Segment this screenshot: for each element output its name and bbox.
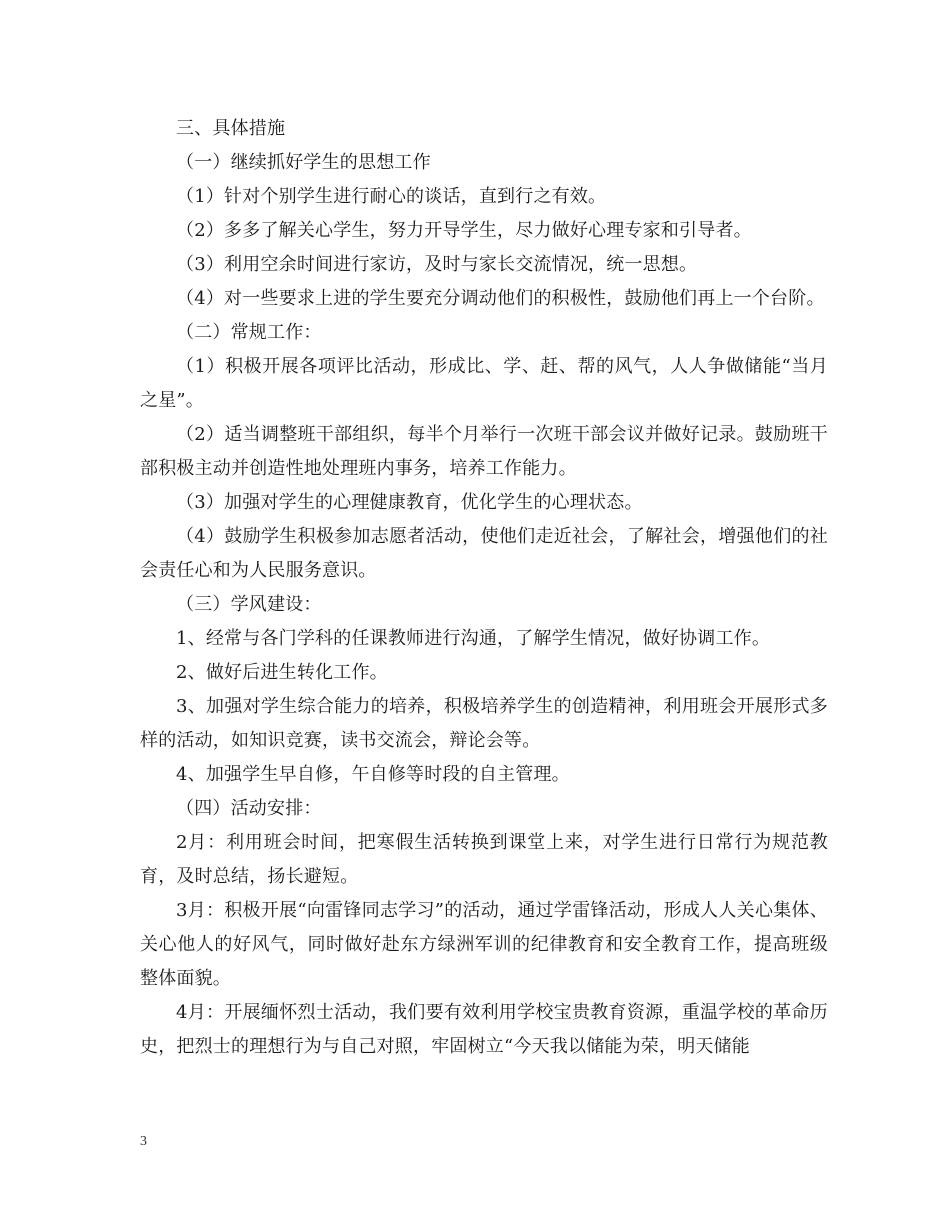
document-body	[140, 112, 828, 1064]
subsection-heading-activities: （四）活动安排：	[176, 798, 322, 819]
paragraph: 4月：开展缅怀烈士活动，我们要有效利用学校宝贵教育资源，重温学校的革命历史，把烈士的理想行为与自己对照，牢固树立“今天我以储能为荣，明天储能	[140, 1002, 828, 1057]
paragraph: （3）利用空余时间进行家访，及时与家长交流情况，统一思想。	[176, 254, 698, 275]
paragraph: （2）适当调整班干部组织，每半个月举行一次班干部会议并做好记录。鼓励班干部积极主动并创造性地处理班内事务，培养工作能力。	[140, 424, 828, 479]
page-number: 3	[140, 1134, 147, 1149]
paragraph: （1）针对个别学生进行耐心的谈话，直到行之有效。	[176, 186, 607, 207]
paragraph: （4）对一些要求上进的学生要充分调动他们的积极性，鼓励他们再上一个台阶。	[176, 288, 825, 309]
paragraph: （2）多多了解关心学生，努力开导学生，尽力做好心理专家和引导者。	[176, 220, 752, 241]
paragraph: 2月：利用班会时间，把寒假生活转换到课堂上来，对学生进行日常行为规范教育，及时总结，扬长避短。	[140, 832, 828, 887]
paragraph: （3）加强对学生的心理健康教育，优化学生的心理状态。	[176, 492, 643, 513]
paragraph: 2、做好后进生转化工作。	[176, 662, 388, 683]
paragraph: 1、经常与各门学科的任课教师进行沟通，了解学生情况，做好协调工作。	[176, 628, 771, 649]
paragraph: 4、加强学生早自修，午自修等时段的自主管理。	[176, 764, 570, 785]
subsection-heading-ideology: （一）继续抓好学生的思想工作	[176, 152, 431, 173]
section-heading-measures: 三、具体措施	[176, 118, 286, 139]
paragraph: 3月：积极开展“向雷锋同志学习”的活动，通过学雷锋活动，形成人人关心集体、关心他人的好风气，同时做好赴东方绿洲军训的纪律教育和安全教育工作，提高班级整体面貌。	[140, 900, 828, 989]
paragraph: （4）鼓励学生积极参加志愿者活动，使他们走近社会，了解社会，增强他们的社会责任心和为人民服务意识。	[140, 526, 828, 581]
paragraph: （1）积极开展各项评比活动，形成比、学、赶、帮的风气，人人争做储能“当月之星”。	[140, 356, 828, 411]
subsection-heading-study-style: （三）学风建设：	[176, 594, 322, 615]
paragraph: 3、加强对学生综合能力的培养，积极培养学生的创造精神，利用班会开展形式多样的活动，如知识竞赛，读书交流会，辩论会等。	[140, 696, 828, 751]
subsection-heading-routine: （二）常规工作：	[176, 322, 322, 343]
